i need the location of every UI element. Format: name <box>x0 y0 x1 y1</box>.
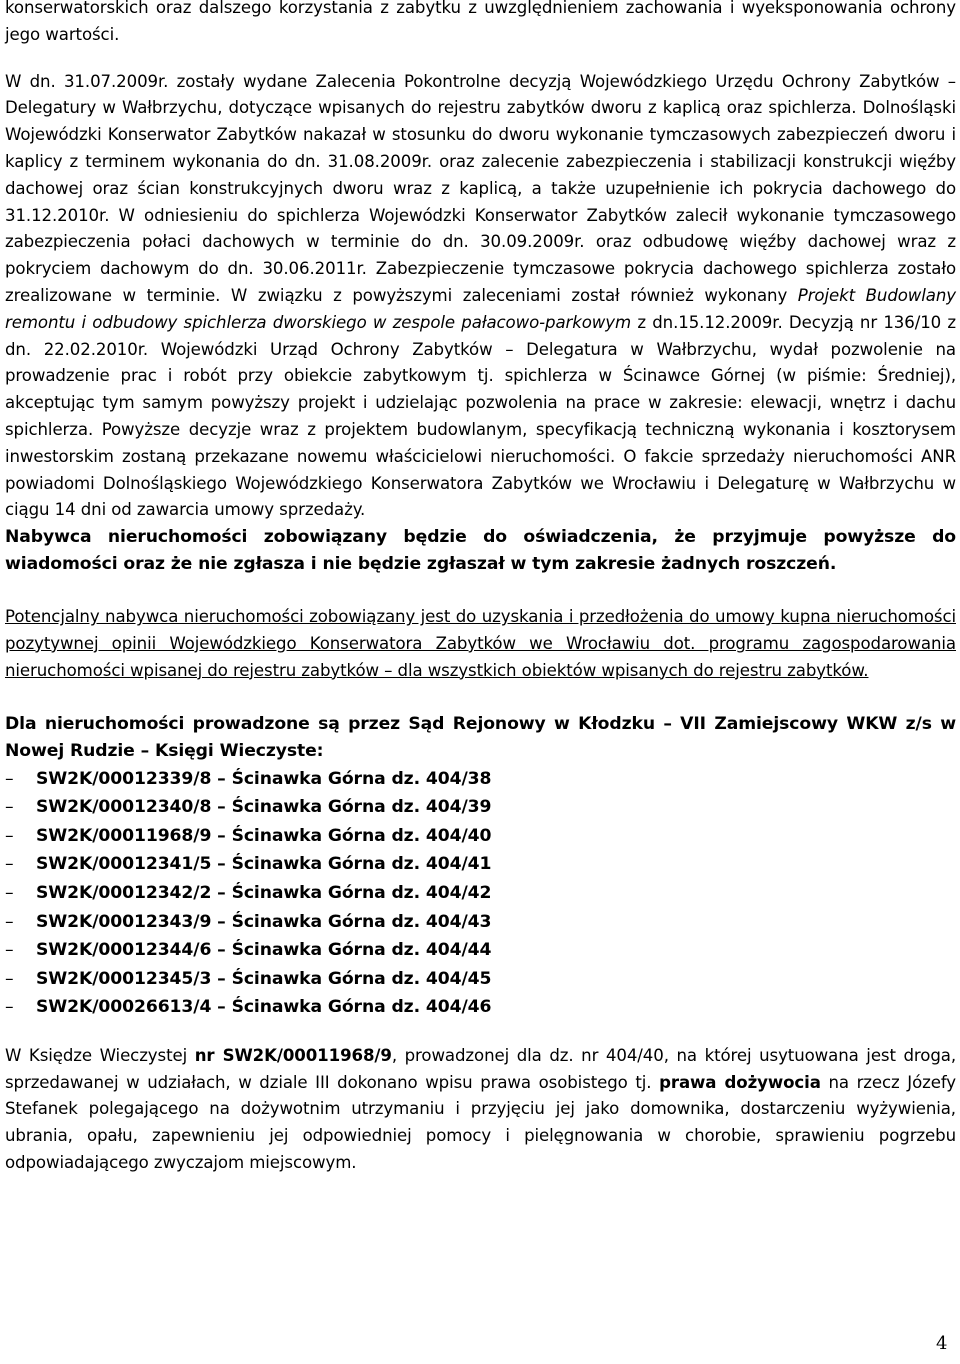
list-item <box>5 793 956 822</box>
registry-entry: SW2K/00012339/8 – Ścinawka Górna dz. 404/38 <box>36 768 492 789</box>
project-title: Projekt Budowlany remontu i odbudowy spichlerza dworskiego w zespole pałacowo-parkowym <box>5 285 956 332</box>
land-registry-list <box>5 765 956 1022</box>
list-item <box>5 765 956 794</box>
dash-bullet: – <box>5 825 14 846</box>
dash-bullet: – <box>5 940 14 961</box>
list-item <box>5 936 956 965</box>
life-estate-text-end: na rzecz Józefy Stefanek polegającego na dożywotnim utrzymaniu i przyjęciu jej jako domownika, dostarczeniu wyżywienia, ubrania, opału, zapewnieniu jej odpowiedniej pomocy i pielęgnowania w chorobie, sprawieniu pogrzebu odpowiadającego zwyczajom miejscowym. <box>5 1072 957 1173</box>
land-registry-heading: Dla nieruchomości prowadzone są przez Sąd Rejonowy w Kłodzku – VII Zamiejscowy WKW z/s w Nowej Rudzie – Księgi Wieczyste: <box>5 713 956 761</box>
paragraph-spacer <box>5 1022 956 1043</box>
paragraph-conservator-opinion <box>5 604 956 684</box>
list-item <box>5 965 956 994</box>
dash-bullet: – <box>5 882 14 903</box>
buyer-obligation-statement: Nabywca nieruchomości zobowiązany będzie do oświadczenia, że przyjmuje powyższe do wiadomości oraz że nie zgłasza i nie będzie zgłaszał w tym zakresie żadnych roszczeń. <box>5 527 956 575</box>
registry-entry: SW2K/00012340/8 – Ścinawka Górna dz. 404/39 <box>36 797 492 818</box>
dash-bullet: – <box>5 997 14 1018</box>
life-estate-text: W Księdze Wieczystej <box>5 1045 195 1065</box>
life-estate-text-continued: , prowadzonej dla dz. nr 404/40, na której usytuowana jest droga, sprzedawanej w udziałach, w dziale III dokonano wpisu prawa osobistego tj. <box>5 1045 956 1092</box>
list-item <box>5 850 956 879</box>
paragraph-spacer <box>5 578 956 604</box>
dash-bullet: – <box>5 968 14 989</box>
paragraph-intro: konserwatorskich oraz dalszego korzystania z zabytku z uwzględnieniem zachowania i wyeksponowania ochrony jego wartości. <box>5 0 956 44</box>
life-estate-right: prawa dożywocia <box>659 1072 821 1092</box>
list-item <box>5 879 956 908</box>
registry-entry: SW2K/00012341/5 – Ścinawka Górna dz. 404/41 <box>36 854 492 875</box>
paragraph-spacer <box>5 685 956 711</box>
page-number: 4 <box>936 1333 948 1354</box>
list-item <box>5 822 956 851</box>
registry-entry: SW2K/00012344/6 – Ścinawka Górna dz. 404/44 <box>36 940 492 961</box>
list-item <box>5 908 956 937</box>
dash-bullet: – <box>5 911 14 932</box>
registry-number: nr SW2K/00011968/9 <box>194 1045 392 1065</box>
list-item <box>5 993 956 1022</box>
recommendations-text: W dn. 31.07.2009r. zostały wydane Zalecenia Pokontrolne decyzją Wojewódzkiego Urzędu Ochrony Zabytków – Delegatury w Wałbrzychu, dotyczące wpisanych do rejestru zabytków dworu z kaplicą oraz spichlerza. Dolnośląski Wojewódzki Konserwator Zabytków nakazał w stosunku do dworu wykonanie tymczasowych zabezpieczeń dworu i kaplicy z terminem wykonania do dn. 31.08.2009r. oraz zalecenie zabezpieczenia i stabilizacji konstrukcji więźby dachowej oraz ścian konstrukcyjnych dworu wraz z kaplicą, a także uzupełnienie ich pokrycia dachowego do 31.12.2010r. W odniesieniu do spichlerza Wojewódzki Konserwator Zabytków zalecił wykonanie tymczasowego zabezpieczenia połaci dachowych w terminie do dn. 30.09.2009r. oraz odbudowę więźby dachowej wraz z pokryciem dachowym do dn. 30.06.2011r. Zabezpieczenie tymczasowe pokrycia dachowego spichlerza zostało zrealizowane w terminie. W związku z powyższymi zaleceniami został również wykonany <box>5 71 956 305</box>
paragraph-life-estate <box>5 1043 956 1177</box>
dash-bullet: – <box>5 768 14 789</box>
registry-entry: SW2K/00012342/2 – Ścinawka Górna dz. 404/42 <box>36 882 492 903</box>
registry-entry: SW2K/00012345/3 – Ścinawka Górna dz. 404/45 <box>36 968 492 989</box>
registry-entry: SW2K/00012343/9 – Ścinawka Górna dz. 404/43 <box>36 911 492 932</box>
document-body <box>5 0 956 1177</box>
registry-entry: SW2K/00026613/4 – Ścinawka Górna dz. 404/46 <box>36 997 492 1018</box>
recommendations-text-continued: z dn.15.12.2009r. Decyzją nr 136/10 z dn. 22.02.2010r. Wojewódzki Urząd Ochrony Zabytków – Delegatura w Wałbrzychu, wydał pozwolenie na prowadzenie prac i robót przy obiekcie zabytkowym tj. spichlerza w Ścinawce Górnej (w piśmie: Średniej), akceptując tym samym powyższy projekt i udzielając pozwolenia na prace w zakresie: elewacji, wnętrz i dachu spichlerza. Powyższe decyzje wraz z projektem budowlanym, specyfikacją techniczną wykonania i kosztorysem inwestorskim zostaną przekazane nowemu właścicielowi nieruchomości. O fakcie sprzedaży nieruchomości ANR powiadomi Dolnośląskiego Wojewódzkiego Konserwatora Zabytków we Wrocławiu i Delegaturę w Wałbrzychu w ciągu 14 dni od zawarcia umowy sprzedaży. <box>5 312 957 520</box>
paragraph-recommendations <box>5 69 956 525</box>
registry-entry: SW2K/00011968/9 – Ścinawka Górna dz. 404/40 <box>36 825 492 846</box>
dash-bullet: – <box>5 854 14 875</box>
paragraph-spacer <box>5 49 956 69</box>
underlined-requirement: Potencjalny nabywca nieruchomości zobowiązany jest do uzyskania i przedłożenia do umowy kupna nieruchomości pozytywnej opinii Wojewódzkiego Konserwatora Zabytków we Wrocławiu dot. programu zagospodarowania nieruchomości wpisanej do rejestru zabytków – dla wszystkich obiektów wpisanych do rejestru zabytków. <box>5 607 956 680</box>
dash-bullet: – <box>5 797 14 818</box>
